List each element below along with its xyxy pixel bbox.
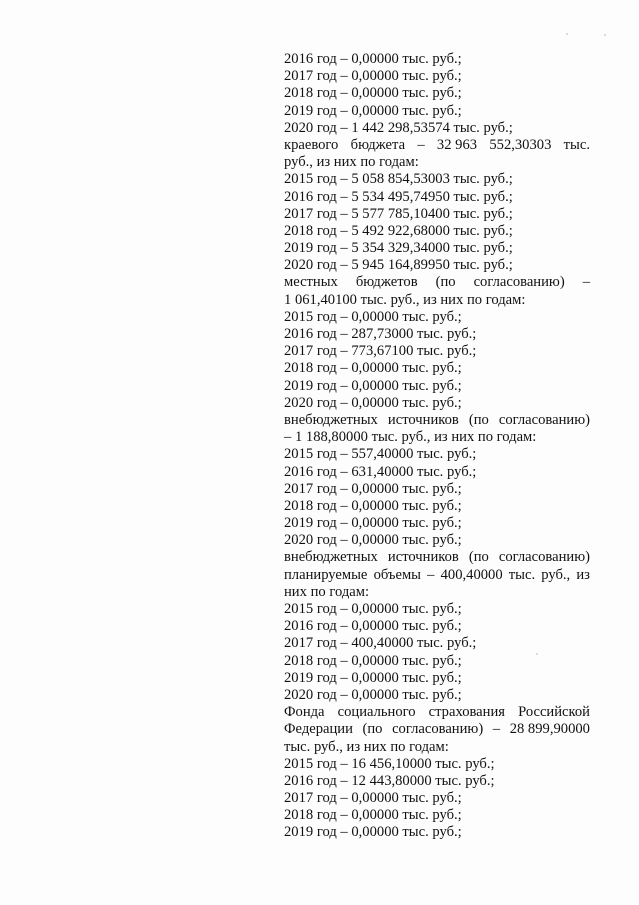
paragraph-word: –	[427, 566, 435, 583]
year-amount-line: 2017 год – 0,00000 тыс. руб.;	[284, 480, 462, 497]
year-amount-line: 2017 год – 400,40000 тыс. руб.;	[284, 635, 477, 652]
year-amount-line: 2016 год – 0,00000 тыс. руб.;	[284, 618, 462, 635]
year-amount-line: 2016 год – 0,00000 тыс. руб.;	[284, 51, 462, 67]
paragraph-line	[284, 704, 590, 721]
paragraph-line	[284, 567, 590, 584]
year-amount-line: 2019 год – 0,00000 тыс. руб.;	[284, 824, 462, 841]
paragraph-word: согласованию)	[498, 549, 590, 566]
paragraph-word: бюджетов	[355, 274, 418, 291]
year-amount-line: 2019 год – 0,00000 тыс. руб.;	[284, 669, 462, 686]
year-amount-line: 2016 год – 631,40000 тыс. руб.;	[284, 463, 477, 480]
paragraph-word: 552,30303	[489, 136, 552, 153]
paragraph-word: согласованию)	[473, 274, 565, 291]
paragraph-word: тыс.	[563, 136, 590, 153]
year-amount-line: 2015 год – 5 058 854,53003 тыс. руб.;	[284, 171, 513, 188]
paragraph-word: страхования	[428, 704, 505, 721]
year-amount-line: 2020 год – 0,00000 тыс. руб.;	[284, 394, 462, 411]
year-amount-line: 2018 год – 0,00000 тыс. руб.;	[284, 85, 462, 102]
paragraph-word: согласованию)	[392, 721, 484, 738]
paragraph-line	[284, 584, 590, 601]
paragraph-word: Российской	[518, 704, 590, 721]
paragraph-word: 28 899,90000	[509, 721, 590, 738]
paragraph-word: 1 061,40100 тыс. руб., из них по годам:	[284, 291, 526, 308]
paragraph-word: согласованию)	[498, 411, 590, 428]
year-amount-line: 2015 год – 0,00000 тыс. руб.;	[284, 308, 462, 325]
paragraph-word: источников	[387, 549, 459, 566]
year-amount-line: 2020 год – 0,00000 тыс. руб.;	[284, 686, 462, 703]
paragraph-word: –	[417, 136, 425, 153]
funding-source-paragraph	[284, 549, 590, 601]
paragraph-word: краевого	[284, 136, 339, 153]
year-amount-line: 2020 год – 1 442 298,53574 тыс. руб.;	[284, 119, 513, 136]
paragraph-word: бюджета	[350, 136, 406, 153]
paragraph-word: тыс.	[508, 566, 536, 583]
year-amount-line: 2019 год – 0,00000 тыс. руб.;	[284, 377, 462, 394]
paragraph-word: местных	[284, 274, 338, 291]
paragraph-word: объемы	[373, 566, 421, 583]
paragraph-word: них по годам:	[284, 583, 370, 600]
year-amount-line: 2019 год – 5 354 329,34000 тыс. руб.;	[284, 240, 513, 257]
year-amount-line: 2015 год – 16 456,10000 тыс. руб.;	[284, 755, 495, 772]
year-amount-line: 2020 год – 0,00000 тыс. руб.;	[284, 532, 462, 549]
paragraph-word: источников	[387, 411, 459, 428]
paragraph-word: Фонда	[284, 704, 325, 721]
year-amount-line: 2017 год – 5 577 785,10400 тыс. руб.;	[284, 205, 513, 222]
year-amount-line: 2015 год – 557,40000 тыс. руб.;	[284, 446, 477, 463]
year-amount-line: 2018 год – 5 492 922,68000 тыс. руб.;	[284, 222, 513, 239]
paragraph-word: –	[492, 721, 501, 738]
year-amount-line: 2019 год – 0,00000 тыс. руб.;	[284, 515, 462, 532]
paragraph-line	[284, 429, 590, 446]
year-amount-line: 2016 год – 287,73000 тыс. руб.;	[284, 326, 477, 342]
year-amount-line: 2018 год – 0,00000 тыс. руб.;	[284, 497, 462, 514]
year-amount-line: 2017 год – 0,00000 тыс. руб.;	[284, 68, 462, 85]
paragraph-word: внебюджетных	[284, 549, 378, 566]
paragraph-line	[284, 137, 590, 154]
paragraph-word: (по	[362, 721, 383, 738]
year-amount-line: 2018 год – 0,00000 тыс. руб.;	[284, 360, 462, 377]
year-amount-line: 2017 год – 773,67100 тыс. руб.;	[284, 343, 477, 360]
paragraph-word: тыс. руб., из них по годам:	[284, 738, 449, 755]
scan-speck	[604, 34, 606, 36]
paragraph-word: (по	[468, 411, 489, 428]
paragraph-word: 32 963	[436, 136, 478, 153]
funding-source-paragraph	[284, 274, 590, 308]
year-amount-line: 2015 год – 0,00000 тыс. руб.;	[284, 601, 462, 617]
year-amount-line: 2018 год – 0,00000 тыс. руб.;	[284, 807, 462, 824]
year-amount-line: 2016 год – 12 443,80000 тыс. руб.;	[284, 772, 495, 789]
year-amount-line: 2018 год – 0,00000 тыс. руб.;	[284, 652, 462, 669]
paragraph-line	[284, 412, 590, 429]
scan-speck	[566, 33, 568, 35]
paragraph-word: 400,40000	[440, 566, 503, 583]
paragraph-word: социального	[337, 704, 416, 721]
year-amount-line: 2016 год – 5 534 495,74950 тыс. руб.;	[284, 188, 513, 205]
paragraph-word: из	[576, 566, 590, 583]
paragraph-word: (по	[435, 274, 456, 291]
paragraph-word: руб.,	[541, 566, 571, 583]
paragraph-line	[284, 549, 590, 566]
paragraph-word: – 1 188,80000 тыс. руб., из них по годам:	[284, 429, 537, 446]
paragraph-line	[284, 154, 590, 171]
year-amount-line: 2020 год – 5 945 164,89950 тыс. руб.;	[284, 257, 513, 274]
paragraph-word: –	[582, 274, 590, 291]
year-amount-line: 2019 год – 0,00000 тыс. руб.;	[284, 102, 462, 119]
paragraph-word: внебюджетных	[284, 411, 378, 428]
paragraph-line	[284, 292, 590, 309]
paragraph-line	[284, 739, 590, 756]
paragraph-line	[284, 721, 590, 738]
paragraph-word: планируемые	[284, 566, 368, 583]
funding-source-paragraph	[284, 137, 590, 171]
paragraph-word: руб., из них по годам:	[284, 154, 419, 171]
year-amount-line: 2017 год – 0,00000 тыс. руб.;	[284, 790, 462, 807]
paragraph-word: Федерации	[284, 721, 353, 738]
funding-source-paragraph	[284, 704, 590, 756]
funding-source-paragraph	[284, 412, 590, 446]
funding-text-block	[284, 51, 590, 842]
paragraph-line	[284, 274, 590, 291]
paragraph-word: (по	[468, 549, 489, 566]
